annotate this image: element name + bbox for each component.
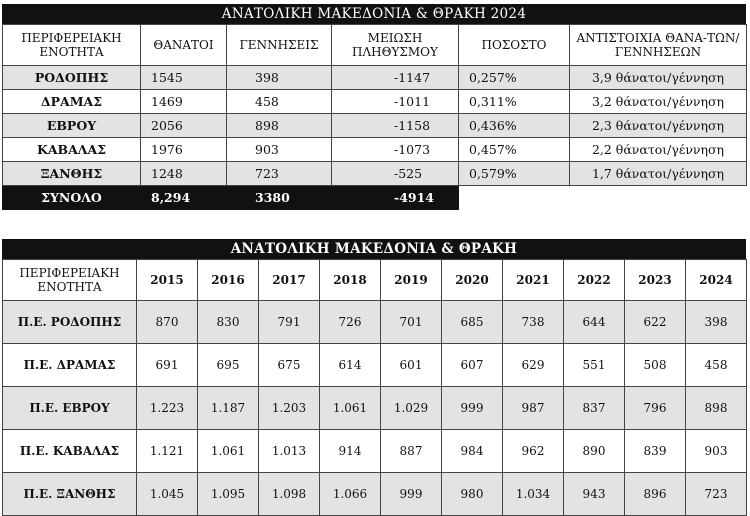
ratio-cell: 3,2 θάνατοι/γέννηση bbox=[570, 90, 747, 114]
region-name: Π.Ε. ΔΡΑΜΑΣ bbox=[3, 344, 137, 387]
decrease-cell: -1158 bbox=[332, 114, 459, 138]
total-decrease: -4914 bbox=[332, 186, 459, 210]
region-name: ΔΡΑΜΑΣ bbox=[3, 90, 141, 114]
value-cell: 644 bbox=[564, 301, 625, 344]
year-header: 2016 bbox=[198, 260, 259, 301]
total-row bbox=[3, 186, 747, 210]
deaths-cell: 1545 bbox=[141, 66, 227, 90]
yearly-header-row bbox=[3, 260, 747, 301]
header-deaths: ΘΑΝΑΤΟΙ bbox=[141, 25, 227, 66]
region-name: Π.Ε. ΕΒΡΟΥ bbox=[3, 387, 137, 430]
births-cell: 723 bbox=[227, 162, 332, 186]
value-cell: 962 bbox=[503, 430, 564, 473]
ratio-cell: 2,2 θάνατοι/γέννηση bbox=[570, 138, 747, 162]
value-cell: 1.121 bbox=[137, 430, 198, 473]
yearly-table-grid bbox=[2, 259, 747, 516]
decrease-cell: -1147 bbox=[332, 66, 459, 90]
table-row bbox=[3, 344, 747, 387]
summary-table-title: ΑΝΑΤΟΛΙΚΗ ΜΑΚΕΔΟΝΙΑ & ΘΡΑΚΗ 2024 bbox=[2, 4, 746, 24]
value-cell: 458 bbox=[686, 344, 747, 387]
total-deaths: 8,294 bbox=[141, 186, 227, 210]
value-cell: 898 bbox=[686, 387, 747, 430]
births-cell: 398 bbox=[227, 66, 332, 90]
decrease-cell: -525 bbox=[332, 162, 459, 186]
summary-header-row bbox=[3, 25, 747, 66]
year-header: 2017 bbox=[259, 260, 320, 301]
births-cell: 898 bbox=[227, 114, 332, 138]
year-header: 2022 bbox=[564, 260, 625, 301]
value-cell: 837 bbox=[564, 387, 625, 430]
value-cell: 914 bbox=[320, 430, 381, 473]
region-name: ΞΑΝΘΗΣ bbox=[3, 162, 141, 186]
decrease-cell: -1011 bbox=[332, 90, 459, 114]
header-ratio: ΑΝΤΙΣΤΟΙΧΙΑ ΘΑΝΑ-ΤΩΝ/ΓΕΝΝΗΣΕΩΝ bbox=[570, 25, 747, 66]
value-cell: 622 bbox=[625, 301, 686, 344]
header-births: ΓΕΝΝΗΣΕΙΣ bbox=[227, 25, 332, 66]
table-row bbox=[3, 430, 747, 473]
table-row bbox=[3, 162, 747, 186]
value-cell: 1.066 bbox=[320, 473, 381, 516]
value-cell: 999 bbox=[442, 387, 503, 430]
total-births: 3380 bbox=[227, 186, 332, 210]
value-cell: 796 bbox=[625, 387, 686, 430]
ratio-cell: 3,9 θάνατοι/γέννηση bbox=[570, 66, 747, 90]
ratio-cell: 2,3 θάνατοι/γέννηση bbox=[570, 114, 747, 138]
value-cell: 987 bbox=[503, 387, 564, 430]
value-cell: 791 bbox=[259, 301, 320, 344]
percent-cell: 0,579% bbox=[459, 162, 570, 186]
year-header: 2018 bbox=[320, 260, 381, 301]
value-cell: 870 bbox=[137, 301, 198, 344]
value-cell: 691 bbox=[137, 344, 198, 387]
value-cell: 1.095 bbox=[198, 473, 259, 516]
deaths-cell: 2056 bbox=[141, 114, 227, 138]
value-cell: 839 bbox=[625, 430, 686, 473]
value-cell: 701 bbox=[381, 301, 442, 344]
value-cell: 896 bbox=[625, 473, 686, 516]
value-cell: 398 bbox=[686, 301, 747, 344]
value-cell: 1.029 bbox=[381, 387, 442, 430]
value-cell: 738 bbox=[503, 301, 564, 344]
empty-cell bbox=[459, 186, 570, 210]
percent-cell: 0,311% bbox=[459, 90, 570, 114]
value-cell: 830 bbox=[198, 301, 259, 344]
value-cell: 614 bbox=[320, 344, 381, 387]
value-cell: 1.187 bbox=[198, 387, 259, 430]
region-name: ΕΒΡΟΥ bbox=[3, 114, 141, 138]
decrease-cell: -1073 bbox=[332, 138, 459, 162]
value-cell: 685 bbox=[442, 301, 503, 344]
header-region: ΠΕΡΙΦΕΡΕΙΑΚΗ ΕΝΟΤΗΤΑ bbox=[3, 260, 137, 301]
value-cell: 984 bbox=[442, 430, 503, 473]
value-cell: 890 bbox=[564, 430, 625, 473]
region-name: ΡΟΔΟΠΗΣ bbox=[3, 66, 141, 90]
summary-table-grid bbox=[2, 24, 747, 210]
births-by-year-table bbox=[2, 239, 746, 516]
percent-cell: 0,257% bbox=[459, 66, 570, 90]
year-header: 2023 bbox=[625, 260, 686, 301]
region-name: Π.Ε. ΡΟΔΟΠΗΣ bbox=[3, 301, 137, 344]
table-row bbox=[3, 301, 747, 344]
percent-cell: 0,457% bbox=[459, 138, 570, 162]
births-cell: 903 bbox=[227, 138, 332, 162]
value-cell: 943 bbox=[564, 473, 625, 516]
value-cell: 887 bbox=[381, 430, 442, 473]
table-row bbox=[3, 66, 747, 90]
year-header: 2024 bbox=[686, 260, 747, 301]
year-header: 2021 bbox=[503, 260, 564, 301]
total-label: ΣΥΝΟΛΟ bbox=[3, 186, 141, 210]
value-cell: 726 bbox=[320, 301, 381, 344]
value-cell: 1.223 bbox=[137, 387, 198, 430]
header-percent: ΠΟΣΟΣΤΟ bbox=[459, 25, 570, 66]
births-cell: 458 bbox=[227, 90, 332, 114]
header-region: ΠΕΡΙΦΕΡΕΙΑΚΗ ΕΝΟΤΗΤΑ bbox=[3, 25, 141, 66]
region-name: Π.Ε. ΚΑΒΑΛΑΣ bbox=[3, 430, 137, 473]
table-row bbox=[3, 114, 747, 138]
table-row bbox=[3, 138, 747, 162]
deaths-cell: 1469 bbox=[141, 90, 227, 114]
value-cell: 1.013 bbox=[259, 430, 320, 473]
value-cell: 1.034 bbox=[503, 473, 564, 516]
value-cell: 695 bbox=[198, 344, 259, 387]
region-name: Π.Ε. ΞΑΝΘΗΣ bbox=[3, 473, 137, 516]
table-row bbox=[3, 90, 747, 114]
value-cell: 607 bbox=[442, 344, 503, 387]
table-row bbox=[3, 387, 747, 430]
value-cell: 980 bbox=[442, 473, 503, 516]
year-header: 2019 bbox=[381, 260, 442, 301]
value-cell: 508 bbox=[625, 344, 686, 387]
value-cell: 999 bbox=[381, 473, 442, 516]
region-name: ΚΑΒΑΛΑΣ bbox=[3, 138, 141, 162]
table-row bbox=[3, 473, 747, 516]
value-cell: 1.203 bbox=[259, 387, 320, 430]
deaths-cell: 1248 bbox=[141, 162, 227, 186]
value-cell: 551 bbox=[564, 344, 625, 387]
percent-cell: 0,436% bbox=[459, 114, 570, 138]
deaths-cell: 1976 bbox=[141, 138, 227, 162]
value-cell: 1.061 bbox=[320, 387, 381, 430]
value-cell: 1.045 bbox=[137, 473, 198, 516]
yearly-table-title: ΑΝΑΤΟΛΙΚΗ ΜΑΚΕΔΟΝΙΑ & ΘΡΑΚΗ bbox=[2, 239, 746, 259]
value-cell: 1.098 bbox=[259, 473, 320, 516]
value-cell: 723 bbox=[686, 473, 747, 516]
value-cell: 675 bbox=[259, 344, 320, 387]
header-decrease: ΜΕΙΩΣΗ ΠΛΗΘΥΣΜΟΥ bbox=[332, 25, 459, 66]
empty-cell bbox=[570, 186, 747, 210]
year-header: 2015 bbox=[137, 260, 198, 301]
year-header: 2020 bbox=[442, 260, 503, 301]
value-cell: 1.061 bbox=[198, 430, 259, 473]
value-cell: 601 bbox=[381, 344, 442, 387]
ratio-cell: 1,7 θάνατοι/γέννηση bbox=[570, 162, 747, 186]
value-cell: 903 bbox=[686, 430, 747, 473]
value-cell: 629 bbox=[503, 344, 564, 387]
summary-table-2024 bbox=[2, 4, 746, 210]
